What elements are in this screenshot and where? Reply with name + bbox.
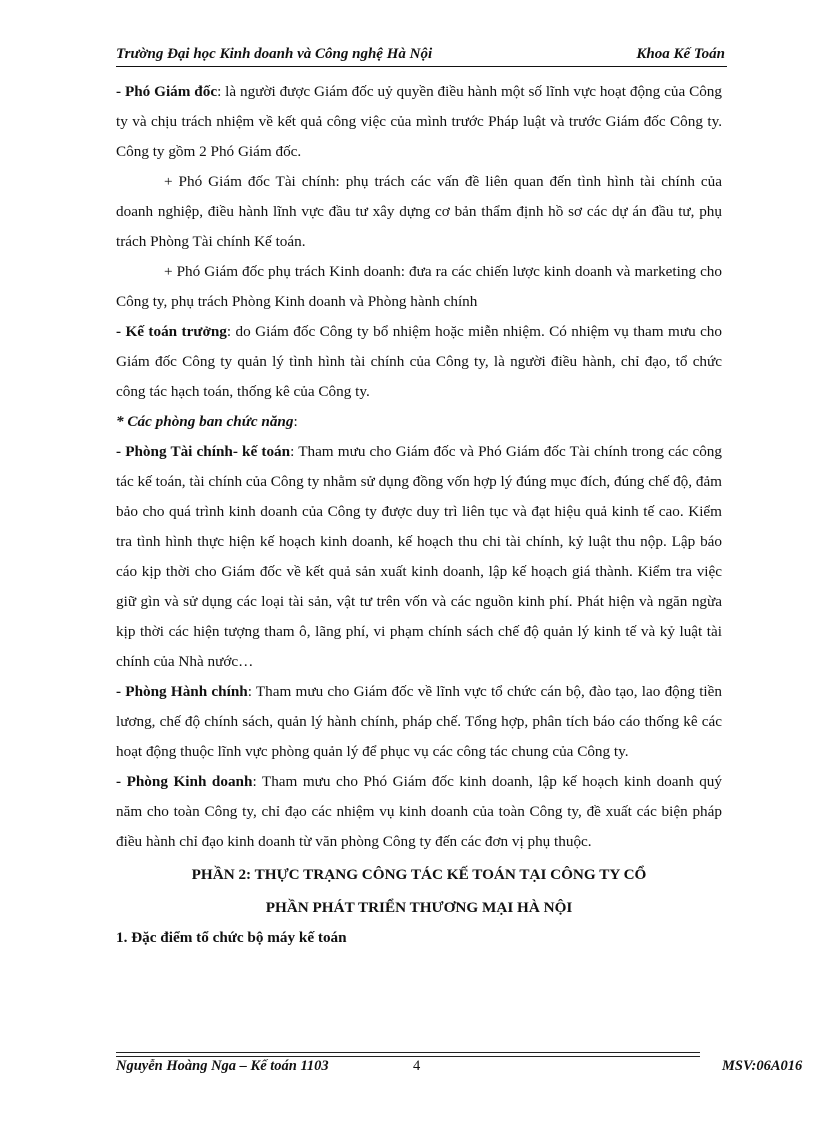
paragraph-chief-accountant [116, 317, 722, 407]
text-finance-dept: : Tham mưu cho Giám đốc và Phó Giám đốc Tài chính trong các công tác kế toán, tài chính của Công ty nhằm sử dụng đồng vốn hợp lý đúng mục đích, đúng chế độ, đảm bảo cho quá trình kinh doanh của Công ty được duy trì liên tục và đạt hiệu quả kinh tế cao. Kiểm tra tình hình thực hiện kế hoạch kinh doanh, kế hoạch thu chi tài chính, kỷ luật thu nộp. Lập báo cáo kịp thời cho Giám đốc về kết quả sản xuất kinh doanh, lập kế hoạch giá thành. Kiểm tra việc giữ gìn và sử dụng các loại tài sản, vật tư trên vốn và các nguồn kinh phí. Phát hiện và ngăn ngừa kịp thời các hiện tượng tham ô, lãng phí, vi phạm chính sách chế độ quản lý kinh tế và kỷ luật tài chính của Nhà nước… [116, 443, 722, 670]
document-body [116, 77, 722, 953]
section-title-line-2: PHẦN PHÁT TRIỂN THƯƠNG MẠI HÀ NỘI [265, 899, 573, 916]
text-deputy-director: : là người được Giám đốc uỷ quyền điều hành một số lĩnh vực hoạt động của Công ty và chịu trách nhiệm về kết quả công việc của mình trước Pháp luật và trước Giám đốc Công ty. Công ty gồm 2 Phó Giám đốc. [116, 83, 722, 160]
term-chief-accountant: - Kế toán trưởng [116, 323, 227, 340]
subsection-title: 1. Đặc điểm tổ chức bộ máy kế toán [116, 929, 347, 946]
paragraph-admin-dept [116, 677, 722, 767]
term-business-dept: - Phòng Kinh doanh [116, 773, 253, 790]
page-number: 4 [413, 1058, 421, 1074]
student-id: MSV:06A016 [722, 1058, 803, 1074]
footer-author: Nguyễn Hoàng Nga – Kế toán 1103 [116, 1058, 329, 1074]
paragraph-deputy-director [116, 77, 722, 167]
paragraph-finance-dept [116, 437, 722, 677]
term-finance-dept: - Phòng Tài chính- kế toán [116, 443, 291, 460]
section-title-line-1: PHẦN 2: THỰC TRẠNG CÔNG TÁC KẾ TOÁN TẠI CÔNG TY CỔ [191, 866, 647, 883]
text-business-dept: : Tham mưu cho Phó Giám đốc kinh doanh, lập kế hoạch kinh doanh quý năm cho toàn Công ty, chỉ đạo các nhiệm vụ kinh doanh của toàn Công ty, đề xuất các biện pháp điều hành chỉ đạo kinh doanh từ văn phòng Công ty đến các đơn vị phụ thuộc. [116, 773, 722, 850]
footer-divider [116, 1052, 700, 1057]
text-chief-accountant: : do Giám đốc Công ty bổ nhiệm hoặc miễn nhiệm. Có nhiệm vụ tham mưu cho Giám đốc Công ty quản lý tình hình tài chính của Công ty, là người điều hành, chỉ đạo, tổ chức công tác hạch toán, thống kê của Công ty. [116, 323, 722, 400]
paragraph-functional-depts [116, 407, 722, 437]
term-functional-depts: * Các phòng ban chức năng [116, 413, 294, 430]
school-name: Trường Đại học Kinh doanh và Công nghệ Hà Nội [116, 46, 433, 62]
paragraph-business-deputy: + Phó Giám đốc phụ trách Kinh doanh: đưa ra các chiến lược kinh doanh và marketing cho Công ty, phụ trách Phòng Kinh doanh và Phòng hành chính [116, 263, 722, 310]
text-functional-depts: : [293, 413, 298, 430]
page-header [116, 46, 727, 67]
text-admin-dept: : Tham mưu cho Giám đốc về lĩnh vực tổ chức cán bộ, đào tạo, lao động tiền lương, chế độ chính sách, quản lý hành chính, pháp chế. Tổng hợp, phân tích báo cáo thống kê các hoạt động thuộc lĩnh vực phòng quản lý để phục vụ các công tác chung của Công ty. [116, 683, 722, 760]
page-footer [116, 1058, 816, 1080]
term-admin-dept: - Phòng Hành chính [116, 683, 248, 700]
paragraph-business-dept [116, 767, 722, 857]
department-name: Khoa Kế Toán [636, 46, 725, 62]
term-deputy-director: - Phó Giám đốc [116, 83, 218, 100]
paragraph-finance-deputy: + Phó Giám đốc Tài chính: phụ trách các vấn đề liên quan đến tình hình tài chính của doanh nghiệp, điều hành lĩnh vực đầu tư xây dựng cơ bản thẩm định hồ sơ các dự án đầu tư, phụ trách Phòng Tài chính Kế toán. [116, 173, 722, 250]
